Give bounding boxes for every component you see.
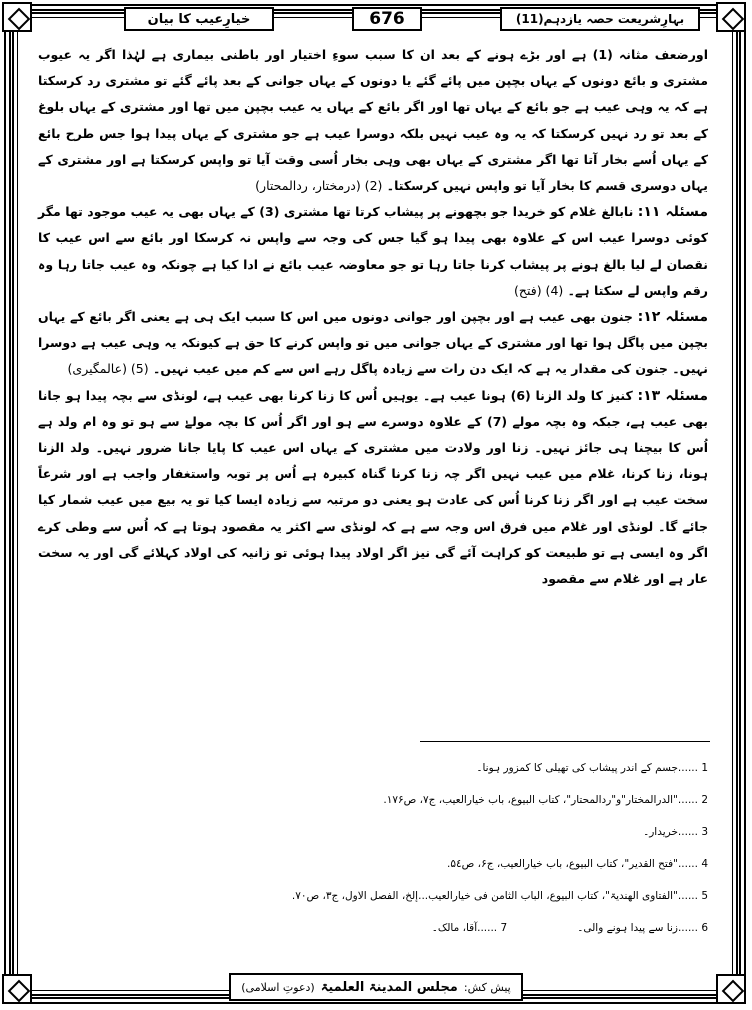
paragraph	[38, 383, 708, 593]
footnote: 4 ......"فتح القدیر"، کتاب البیوع، باب خیارالعیب، ج۶، ص۵٤.	[447, 858, 708, 870]
footer-sub: (دعوتِ اسلامی)	[241, 980, 315, 994]
paragraph-reference: (5) (عالمگیری)	[67, 361, 149, 377]
paragraph	[38, 42, 708, 199]
footnote: 7 ......آقا، مالک۔	[431, 922, 508, 934]
footnote: 1 ......جسم کے اندر پیشاب کی تھیلی کا کمزور ہونا۔	[476, 762, 708, 774]
paragraph-reference: (2) (درمختار، ردالمحتار)	[255, 178, 383, 194]
chapter-title: خیارِعیب کا بیان	[124, 7, 274, 31]
footnote-divider	[420, 741, 710, 742]
footnote: 5 ......"الفتاوی الھندیۃ"، کتاب البیوع، الباب الثامن فی خیارالعیب...إلخ، الفصل الاول، ج۳، ص۷۰.	[291, 890, 708, 902]
page-footer	[0, 973, 752, 1003]
footnote: 2 ......"الدرالمختار"و"ردالمحتار"، کتاب البیوع، باب خیارالعیب، ج۷، ص۱۷۶.	[383, 794, 708, 806]
book-title: بہارِشریعت حصہ یازدہم(11)	[500, 7, 700, 31]
masla-label: مسئلہ ۱۲:	[637, 309, 708, 326]
footer-box	[229, 973, 523, 1001]
footer-label: پیش کش:	[463, 980, 511, 994]
paragraph-text: جنون بھی عیب ہے اور بچپن اور جوانی دونوں میں اس کا سبب ایک ہی ہے یعنی اگر بائع کے یہاں بچپن میں پاگل ہوا تھا اور مشتری کے یہاں جوانی میں تو واپس کرنے کا حق ہے کیونکہ یہ وہی عیب ہے دوسرا نہیں۔ جنون کی مقدار یہ ہے کہ ایک دن رات سے زیادہ پاگل رہے اس سے کم میں عیب نہیں۔	[38, 309, 708, 377]
paragraph-text: اورضعف مثانہ (1) ہے اور بڑے ہونے کے بعد ان کا سبب سوءِ اختیار اور باطنی بیماری ہے لہٰذا اگر یہ عیوب مشتری و بائع دونوں کے یہاں بچپن میں پائے گئے یا دونوں کے یہاں جوانی کے بعد پائے گئے تو مشتری رد کرسکتا ہے کہ یہ وہی عیب ہے جو بائع کے یہاں تھا اور اگر بائع کے یہاں یہ عیب بچپن میں تھا اور مشتری کے یہاں بلوغ کے بعد تو رد نہیں کرسکتا کہ یہ وہ عیب نہیں بلکہ دوسرا عیب ہے جو مشتری کے یہاں پیدا ہوا جس طرح بائع کے یہاں اُسے بخار آتا تھا اگر مشتری کے یہاں بھی وہی بخار اُسی وقت آیا تو واپس کرسکتا ہے اور مشتری کے یہاں دوسری قسم کا بخار آیا تو واپس نہیں کرسکتا۔	[38, 47, 708, 194]
footnote-row	[60, 912, 708, 944]
paragraph	[38, 304, 708, 383]
body-text	[38, 42, 708, 592]
paragraph-reference: (4) (فتح)	[514, 282, 564, 298]
footer-org: مجلس المدینۃ العلمیۃ	[320, 979, 458, 995]
footnotes	[60, 752, 708, 944]
footnote: 6 ......زنا سے پیدا ہونے والی۔	[577, 922, 708, 934]
paragraph-text: نابالغ غلام کو خریدا جو بچھونے پر پیشاب کرتا تھا مشتری (3) کے یہاں بھی یہ عیب موجود تھا مگر کوئی دوسرا عیب اس کے علاوہ بھی پیدا ہو گیا جس کی وجہ سے واپس نہ کرسکا اور بائع سے اس عیب کا نقصان لے لیا بالغ ہونے پر پیشاب کرنا جاتا رہا تو جو معاوضہ عیب بائع نے ادا کیا ہے چونکہ وہ عیب جاتا رہا وہ رقم واپس لے سکتا ہے۔	[38, 204, 708, 298]
paragraph-text: کنیز کا ولد الزنا (6) ہونا عیب ہے۔ یوہیں اُس کا زنا کرنا بھی عیب ہے، لونڈی سے بچہ پیدا ہو جانا بھی عیب ہے، جبکہ وہ بچہ مولے (7) کے علاوہ دوسرے سے ہو اور اگر اُس کا بچہ مولےٰ سے ہو تو وہ ام ولد ہے اُس کا بیچنا ہی جائز نہیں۔ زنا اور ولادت میں مشتری کے یہاں اس عیب کا پایا جانا ضرور نہیں۔ ولد الزنا ہونا، زنا کرنا، غلام میں عیب نہیں اگر چہ زنا کرنا گناہ کبیرہ ہے اُس پر توبہ واستغفار واجب ہے اور شرعاً سخت عیب ہے اور اگر زنا کرنا اُس کی عادت ہو یعنی دو مرتبہ سے زیادہ ایسا کیا تو یہ بیع میں عیب شمار کیا جائے گا۔ لونڈی اور غلام میں فرق اس وجہ سے ہے کہ لونڈی سے اکثر یہ مقصود ہوتا ہے کہ اُس سے وطی کرے اگر وہ ایسی ہے تو طبیعت کو کراہت آئے گی نیز اگر اولاد پیدا ہوئی تو زانیہ کی اولاد کہلائے گی اور یہ سخت عار ہے اور غلام سے مقصود	[38, 387, 708, 587]
footnote: 3 ......خریدار۔	[643, 826, 708, 838]
page-number: 676	[352, 7, 422, 31]
masla-label: مسئلہ ۱۳:	[637, 387, 708, 404]
paragraph	[38, 199, 708, 304]
masla-label: مسئلہ ۱۱:	[637, 204, 708, 221]
page-header	[20, 5, 732, 33]
